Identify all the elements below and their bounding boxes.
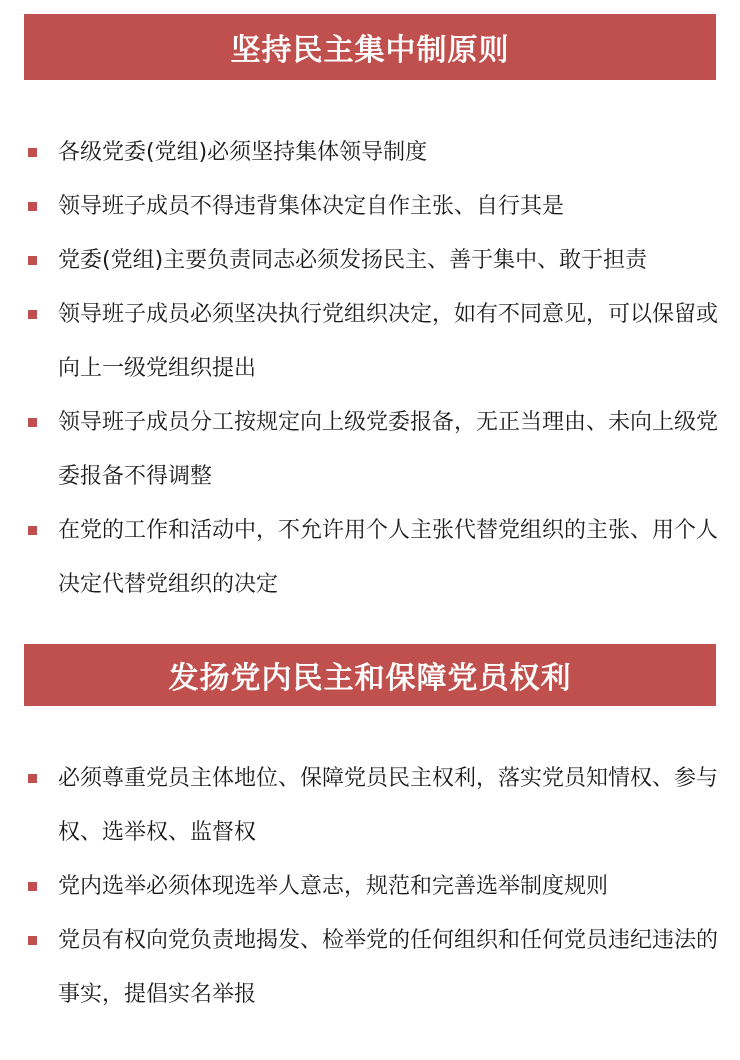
section-1-title: 坚持民主集中制原则	[230, 33, 510, 68]
list-item	[0, 914, 740, 1022]
section-2-list	[0, 752, 740, 1022]
square-bullet-icon	[28, 256, 37, 265]
list-item-text: 在党的工作和活动中，不允许用个人主张代替党组织的主张、用个人决定代替党组织的决定	[58, 518, 719, 597]
square-bullet-icon	[28, 882, 37, 891]
list-item-text: 领导班子成员必须坚决执行党组织决定，如有不同意见，可以保留或向上一级党组织提出	[58, 302, 719, 381]
section-1-heading	[24, 14, 716, 80]
list-item	[0, 234, 740, 288]
square-bullet-icon	[28, 936, 37, 945]
list-item-text: 党委(党组)主要负责同志必须发扬民主、善于集中、敢于担责	[58, 248, 648, 273]
list-item	[0, 752, 740, 860]
list-item-text: 必须尊重党员主体地位、保障党员民主权利，落实党员知情权、参与权、选举权、监督权	[58, 766, 719, 845]
square-bullet-icon	[28, 418, 37, 427]
square-bullet-icon	[28, 202, 37, 211]
list-item	[0, 396, 740, 504]
list-item-text: 党内选举必须体现选举人意志，规范和完善选举制度规则	[58, 874, 609, 899]
section-2-heading	[24, 644, 716, 706]
list-item	[0, 504, 740, 612]
section-2-title: 发扬党内民主和保障党员权利	[168, 661, 572, 696]
list-item	[0, 180, 740, 234]
list-item	[0, 860, 740, 914]
list-item-text: 领导班子成员分工按规定向上级党委报备，无正当理由、未向上级党委报备不得调整	[58, 410, 719, 489]
list-item-text: 各级党委(党组)必须坚持集体领导制度	[58, 140, 428, 165]
list-item	[0, 126, 740, 180]
square-bullet-icon	[28, 526, 37, 535]
square-bullet-icon	[28, 774, 37, 783]
list-item-text: 党员有权向党负责地揭发、检举党的任何组织和任何党员违纪违法的事实，提倡实名举报	[58, 928, 719, 1007]
square-bullet-icon	[28, 310, 37, 319]
list-item	[0, 288, 740, 396]
section-1-list	[0, 126, 740, 612]
list-item-text: 领导班子成员不得违背集体决定自作主张、自行其是	[58, 194, 565, 219]
square-bullet-icon	[28, 148, 37, 157]
